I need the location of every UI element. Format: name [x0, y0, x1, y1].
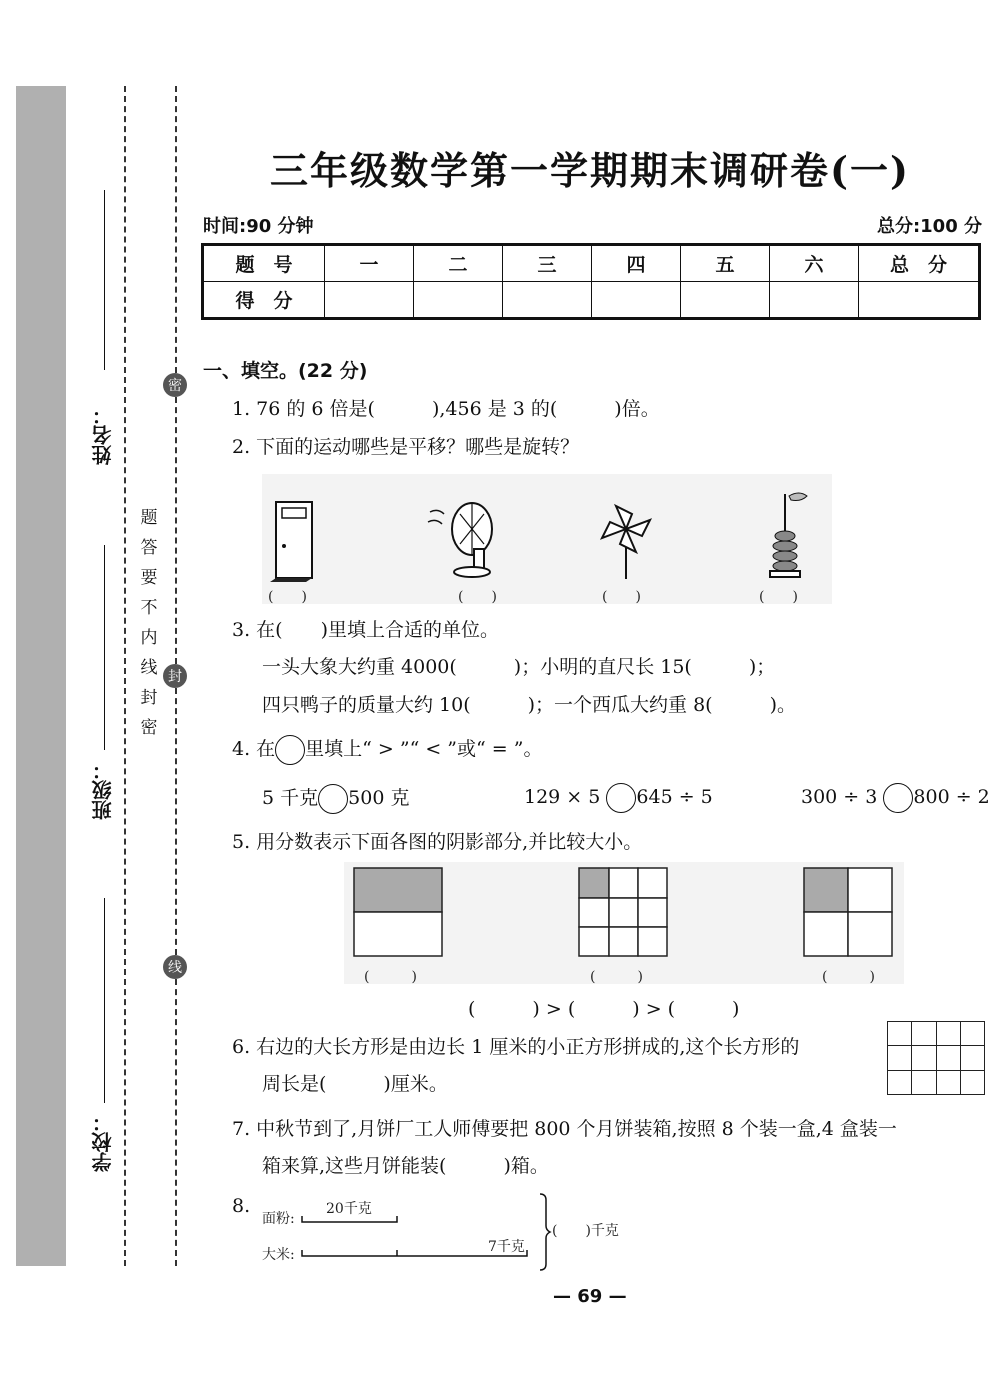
score-cell: 得 分: [203, 282, 325, 319]
fraction-figure-halves: [354, 868, 442, 956]
warning-char: 线: [140, 658, 158, 678]
seal-feng: 封: [163, 664, 187, 688]
question-1: 1. 76 的 6 倍是( ),456 是 3 的( )倍。: [232, 398, 660, 420]
score-input-cell[interactable]: [592, 282, 681, 319]
warning-char: 答: [140, 538, 158, 558]
score-input-cell[interactable]: [414, 282, 503, 319]
cut-line-1: [124, 86, 126, 1266]
score-cell: 一: [325, 245, 414, 282]
exam-total: 总分:100 分: [876, 216, 982, 237]
compare-left: 5 千克: [262, 787, 319, 809]
rice-label: 大米:: [262, 1247, 295, 1263]
question-2-figures: [262, 474, 832, 604]
answer-blank[interactable]: ( ): [268, 589, 307, 605]
score-cell: 三: [503, 245, 592, 282]
compare-circle[interactable]: [883, 783, 913, 813]
question-5: 5. 用分数表示下面各图的阴影部分,并比较大小。: [232, 831, 643, 853]
compare-item: [262, 783, 409, 814]
answer-blank[interactable]: ( ): [759, 589, 798, 605]
compare-item: [524, 783, 713, 813]
answer-blank[interactable]: ( ): [458, 589, 497, 605]
question-3-line-1: 一头大象大约重 4000( )；小明的直尺长 15( )；: [262, 656, 776, 678]
score-cell: 五: [681, 245, 770, 282]
score-input-cell[interactable]: [681, 282, 770, 319]
score-table-header-row: [203, 245, 980, 282]
question-3-line-2: 四只鸭子的质量大约 10( )；一个西瓜大约重 8( )。: [262, 694, 796, 716]
compare-circle[interactable]: [318, 784, 348, 814]
warning-char: 内: [140, 628, 158, 648]
seal-xian: 线: [163, 955, 187, 979]
page-number: — 69 —: [553, 1286, 627, 1307]
score-cell: 四: [592, 245, 681, 282]
warning-char: 要: [140, 568, 158, 588]
rice-value: 7千克: [488, 1239, 525, 1255]
score-cell: 六: [770, 245, 859, 282]
score-cell: 二: [414, 245, 503, 282]
score-cell: 题 号: [203, 245, 325, 282]
score-input-cell[interactable]: [859, 282, 980, 319]
fraction-comparison: ( ) > ( ) > ( ): [468, 998, 740, 1020]
flour-label: 面粉:: [262, 1211, 295, 1227]
seal-mi: 密: [163, 373, 187, 397]
motion-figures: [262, 474, 832, 604]
compare-right: 645 ÷ 5: [636, 786, 713, 808]
answer-blank[interactable]: ( ): [822, 969, 875, 985]
class-write-line: [104, 545, 105, 750]
answer-blank[interactable]: ( ): [364, 969, 417, 985]
question-6-line-1: 6. 右边的大长方形是由边长 1 厘米的小正方形拼成的,这个长方形的: [232, 1036, 800, 1058]
answer-blank[interactable]: ( ): [590, 969, 643, 985]
question-4-prefix: 4. 在: [232, 738, 276, 760]
compare-left: 129 × 5: [524, 786, 601, 808]
rectangle-grid: [887, 1021, 985, 1095]
school-label: 学校：: [91, 1112, 115, 1172]
question-3: 3. 在( )里填上合适的单位。: [232, 619, 499, 641]
compare-item: [801, 783, 990, 813]
name-write-line: [104, 190, 105, 370]
score-table: [201, 243, 981, 320]
question-2: 2. 下面的运动哪些是平移？哪些是旋转？: [232, 436, 580, 458]
warning-char: 封: [140, 688, 158, 708]
score-table-score-row: [203, 282, 980, 319]
question-6-line-2: 周长是( )厘米。: [262, 1073, 448, 1095]
question-7-line-1: 7. 中秋节到了,月饼厂工人师傅要把 800 个月饼装箱,按照 8 个装一盒,4 盒装一: [232, 1118, 897, 1140]
question-4: [232, 735, 542, 765]
compare-right: 500 克: [348, 787, 410, 809]
compare-left: 300 ÷ 3: [801, 786, 878, 808]
score-input-cell[interactable]: [503, 282, 592, 319]
name-label: 姓名：: [91, 405, 115, 465]
score-cell: 总 分: [859, 245, 980, 282]
question-5-figures: [344, 862, 904, 984]
binding-strip: [16, 86, 66, 1266]
answer-blank[interactable]: ( )千克: [552, 1223, 619, 1239]
fan-icon: [428, 503, 492, 577]
binding-warning: [139, 510, 159, 750]
school-write-line: [104, 898, 105, 1103]
warning-char: 密: [140, 718, 158, 738]
answer-blank[interactable]: ( ): [602, 589, 641, 605]
warning-char: 不: [140, 598, 158, 618]
fraction-figure-quarters: [804, 868, 892, 956]
question-8: 8.: [232, 1195, 251, 1217]
question-7-line-2: 箱来算,这些月饼能装( )箱。: [262, 1155, 549, 1177]
compare-right: 800 ÷ 2: [913, 786, 990, 808]
section-heading: 一、填空。(22 分): [203, 360, 368, 382]
bar-segments: [262, 1192, 562, 1272]
pinwheel-icon: [602, 506, 650, 579]
score-input-cell[interactable]: [325, 282, 414, 319]
stacked-rings-icon: [770, 493, 807, 577]
question-8-diagram: [262, 1192, 662, 1272]
class-label: 班级：: [91, 760, 115, 820]
door-icon: [270, 502, 312, 582]
flour-value: 20千克: [326, 1201, 372, 1217]
exam-time: 时间:90 分钟: [203, 216, 314, 237]
question-4-suffix: 里填上“ > ”“ < ”或“ = ”。: [305, 738, 543, 760]
compare-circle[interactable]: [606, 783, 636, 813]
compare-circle: [275, 735, 305, 765]
score-input-cell[interactable]: [770, 282, 859, 319]
fraction-figure-ninths: [579, 868, 667, 956]
warning-char: 题: [140, 508, 158, 528]
page-title: 三年级数学第一学期期末调研卷(一): [270, 148, 910, 193]
